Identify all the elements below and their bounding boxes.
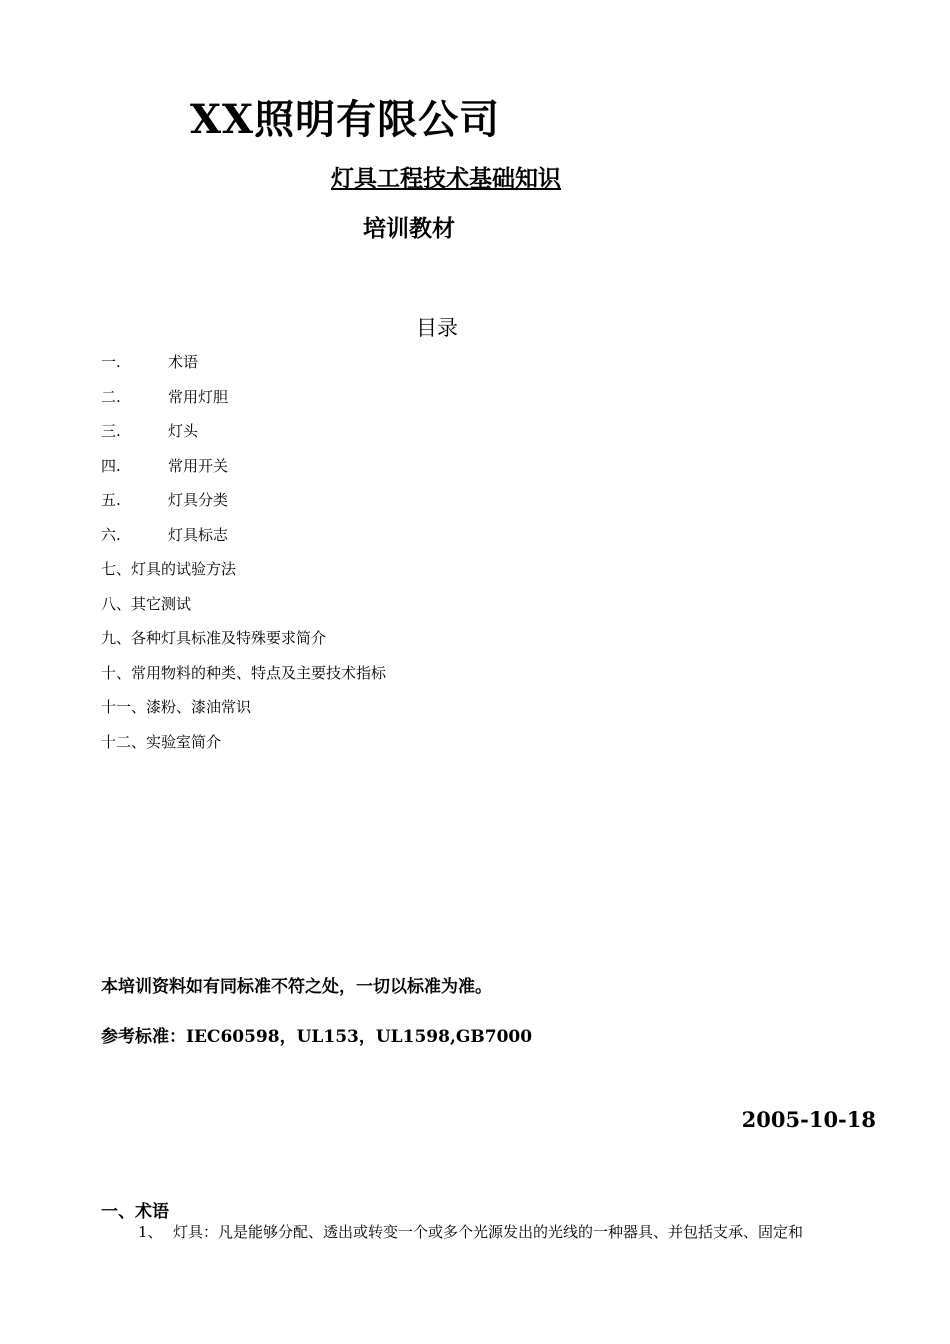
toc-item — [101, 523, 386, 558]
toc-item — [101, 488, 386, 523]
document-subtitle: 灯具工程技术基础知识 — [331, 165, 561, 192]
toc-item-label: 术语 — [168, 353, 199, 371]
toc-item-number: 六. — [101, 525, 121, 544]
toc-item-number: 一. — [101, 353, 121, 371]
toc-item-label: 灯具标志 — [168, 525, 229, 544]
toc-item-label: 灯具分类 — [168, 491, 229, 509]
reference-standards-note: 参考标准：IEC60598，UL153，UL1598,GB7000 — [101, 1027, 533, 1047]
paragraph-text: 灯具：凡是能够分配、透出或转变一个或多个光源发出的光线的一种器具、并包括支承、固定和 — [173, 1223, 804, 1241]
company-title: XX照明有限公司 — [190, 96, 501, 143]
toc-item-number: 三. — [101, 422, 121, 440]
paragraph-number: 1、 — [138, 1223, 163, 1241]
toc-item-label: 十二、实验室简介 — [101, 732, 222, 751]
document-subtitle-2: 培训教材 — [363, 215, 455, 242]
toc-item-label: 常用开关 — [168, 456, 229, 475]
toc-item — [101, 350, 386, 385]
toc-item-number: 二. — [101, 387, 121, 406]
toc-item-number: 四. — [101, 456, 121, 475]
toc-item — [101, 592, 386, 627]
document-date: 2005-10-18 — [741, 1107, 876, 1132]
toc-item-label: 七、灯具的试验方法 — [101, 560, 237, 578]
toc-item-number: 五. — [101, 491, 121, 509]
toc-item — [101, 419, 386, 454]
toc-item-label: 九、各种灯具标准及特殊要求简介 — [101, 629, 327, 647]
toc-item-label: 八、其它测试 — [101, 594, 192, 613]
section-heading: 一、术语 — [101, 1202, 169, 1222]
toc-item — [101, 626, 386, 661]
toc-item-label: 灯头 — [168, 422, 199, 440]
toc-item-label: 十、常用物料的种类、特点及主要技术指标 — [101, 663, 387, 682]
section-paragraph — [138, 1221, 878, 1242]
table-of-contents — [101, 350, 386, 764]
toc-heading: 目录 — [416, 316, 458, 340]
toc-item — [101, 695, 386, 730]
toc-item — [101, 661, 386, 696]
toc-item-label: 常用灯胆 — [168, 387, 229, 406]
toc-item — [101, 557, 386, 592]
toc-item — [101, 385, 386, 420]
disclaimer-note: 本培训资料如有同标准不符之处，一切以标准为准。 — [101, 977, 492, 997]
toc-item — [101, 730, 386, 765]
toc-item-label: 十一、漆粉、漆油常识 — [101, 698, 252, 716]
toc-item — [101, 454, 386, 489]
